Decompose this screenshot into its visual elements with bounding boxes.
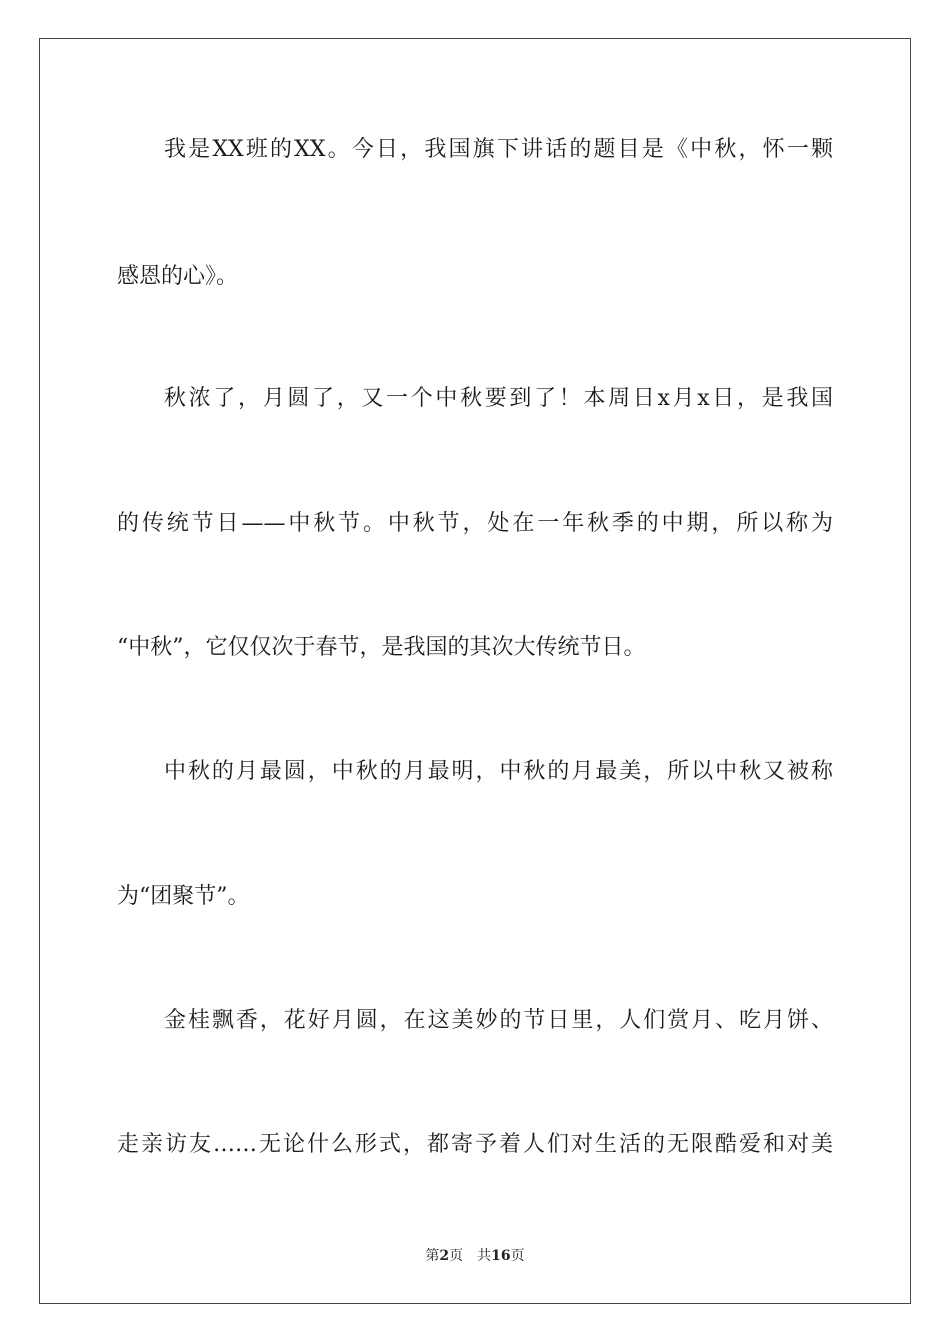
total-prefix: 共 [477, 1248, 492, 1264]
paragraph-line: 秋浓了，月圆了，又一个中秋要到了！本周日x月x日，是我国 [164, 386, 833, 411]
paragraph-line: 为“团聚节”。 [117, 884, 250, 909]
total-pages: 16 [491, 1248, 511, 1264]
page-prefix: 第 [425, 1248, 440, 1264]
paragraph-line: “中秋”，它仅仅次于春节，是我国的其次大传统节日。 [117, 635, 646, 660]
paragraph-line: 中秋的月最圆，中秋的月最明，中秋的月最美，所以中秋又被称 [164, 759, 833, 784]
paragraph-line: 走亲访友……无论什么形式，都寄予着人们对生活的无限酷爱和对美 [117, 1132, 833, 1157]
page-number: 2 [439, 1248, 450, 1264]
paragraph-line: 金桂飘香，花好月圆，在这美妙的节日里，人们赏月、吃月饼、 [164, 1008, 833, 1033]
paragraph-line: 我是XX班的XX。今日，我国旗下讲话的题目是《中秋，怀一颗 [164, 137, 833, 162]
total-suffix: 页 [510, 1248, 525, 1264]
page-suffix: 页 [449, 1248, 464, 1264]
page-border [39, 38, 911, 1304]
page-footer [0, 1246, 950, 1266]
paragraph-line: 感恩的心》。 [117, 264, 239, 289]
paragraph-line: 的传统节日——中秋节。中秋节，处在一年秋季的中期，所以称为 [117, 511, 833, 536]
